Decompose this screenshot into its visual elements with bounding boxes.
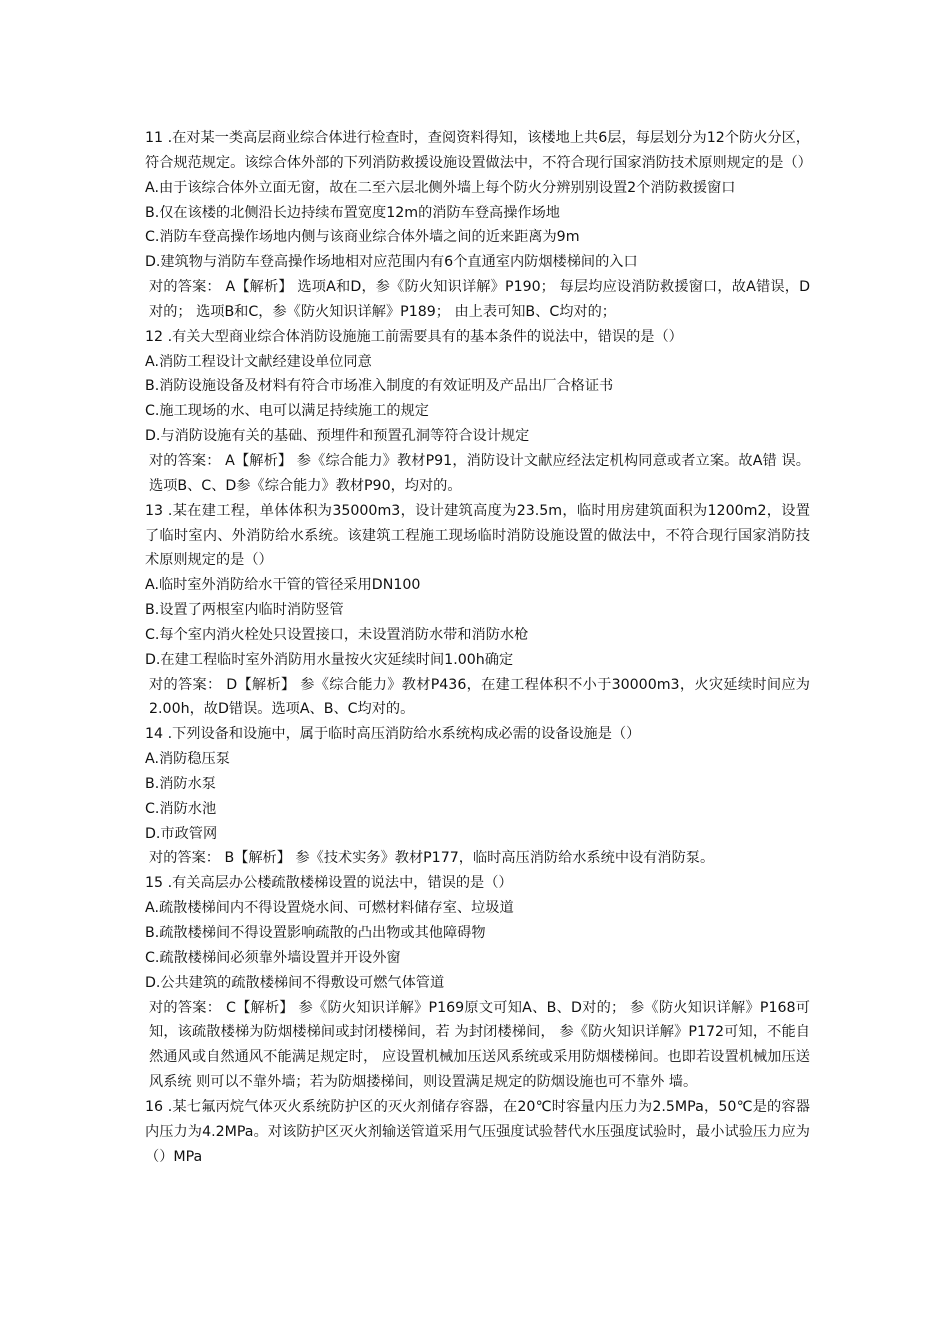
option-d: D.与消防设施有关的基础、预埋件和预置孔洞等符合设计规定 [145,428,530,445]
option-a: A.疏散楼梯间内不得设置烧水间、可燃材料储存室、垃圾道 [145,900,514,917]
option-a: A.消防稳压泵 [145,751,230,768]
option-a: A.由于该综合体外立面无窗，故在二至六层北侧外墙上每个防火分辨别别设置2个消防救援窗口 [145,179,736,196]
answer-explanation: 对的答案： A【解析】 选项A和D，参《防火知识详解》P190； 每层均应设消防救援窗口，故A错误，D对的； 选项B和C，参《防火知识详解》P189； 由上表可知B、C均对的； [149,279,810,320]
option-a: A.临时室外消防给水干管的管径采用DN100 [145,577,421,594]
option-d: D.公共建筑的疏散楼梯间不得敷设可燃气体管道 [145,974,445,991]
document-page [145,126,810,1169]
option-b: B.疏散楼梯间不得设置影响疏散的凸出物或其他障碍物 [145,925,486,941]
option-b: B.消防设施设备及材料有符合市场准入制度的有效证明及产品出厂合格证书 [145,378,614,395]
option-c: C.施工现场的水、电可以满足持续施工的规定 [145,403,429,420]
question-12 [145,325,810,499]
question-11 [145,126,810,325]
answer-explanation: 对的答案： A【解析】 参《综合能力》教材P91，消防设计文献应经法定机构同意或者立案。故A错 误。 选项B、C、D参《综合能力》教材P90，均对的。 [149,452,810,494]
option-b: B.设置了两根室内临时消防竖管 [145,602,344,619]
question-stem: 15 .有关高层办公楼疏散楼梯设置的说法中，错误的是（） [145,875,513,892]
answer-explanation: 对的答案： C【解析】 参《防火知识详解》P169原文可知A、B、D对的； 参《防火知识详解》P168可知，该疏散楼梯为防烟楼梯间或封闭楼梯间，若 为封闭楼梯间， 参《防火知识详解》P172可知，不能自然通风或自然通风不能满足规定时， 应设置机械加压送风系统或采用防烟楼梯间。也即若设置机械加压送风系统 则可以不靠外墙；若为防烟搂梯间，则设置满足规定的防烟设施也可不靠外 墙。 [149,999,810,1091]
option-d: D.市政管网 [145,825,218,842]
question-stem: 16 .某七氟丙烷气体灭火系统防护区的灭火剂储存容器，在20℃时容量内压力为2.5MPa，50℃是的容器内压力为4.2MPa。对该防护区灭火剂输送管道采用气压强度试验替代水压强度试验时，最小试验压力应为（）MPa [145,1098,810,1165]
option-c: C.消防车登高操作场地内侧与该商业综合体外墙之间的近来距离为9m [145,229,580,246]
option-b: B.仅在该楼的北侧沿长边持续布置宽度12m的消防车登高操作场地 [145,204,560,221]
option-c: C.疏散楼梯间必须靠外墙设置并开设外窗 [145,949,401,966]
question-16 [145,1095,810,1170]
question-13 [145,499,810,723]
option-b: B.消防水泵 [145,775,216,792]
option-a: A.消防工程设计文献经建设单位同意 [145,353,372,370]
question-14 [145,722,810,871]
question-stem: 13 .某在建工程，单体体积为35000m3，设计建筑高度为23.5m，临时用房建筑面积为1200m2，设置了临时室内、外消防给水系统。该建筑工程施工现场临时消防设施设置的做法中，不符合现行国家消防技术原则规定的是（） [145,502,810,569]
question-stem: 11 .在对某一类高层商业综合体进行检查时，查阅资料得知，该楼地上共6层，每层划分为12个防火分区，符合规范规定。该综合体外部的下列消防救援设施设置做法中，不符合现行国家消防技术原则规定的是（） [145,130,812,171]
option-d: D.建筑物与消防车登高操作场地相对应范围内有6个直通室内防烟楼梯间的入口 [145,254,638,271]
question-stem: 14 .下列设备和设施中，属于临时高压消防给水系统构成必需的设备设施是（） [145,726,641,743]
question-stem: 12 .有关大型商业综合体消防设施施工前需要具有的基本条件的说法中，错误的是（） [145,328,683,345]
question-15 [145,871,810,1095]
answer-explanation: 对的答案： B【解析】 参《技术实务》教材P177，临时高压消防给水系统中设有消防泵。 [149,850,715,867]
option-d: D.在建工程临时室外消防用水量按火灾延续时间1.00h确定 [145,651,514,668]
option-c: C.每个室内消火栓处只设置接口，未设置消防水带和消防水枪 [145,626,529,643]
option-c: C.消防水池 [145,800,217,817]
answer-explanation: 对的答案： D【解析】 参《综合能力》教材P436，在建工程体积不小于30000m3，火灾延续时间应为2.00h，故D错误。选项A、B、C均对的。 [149,676,810,718]
